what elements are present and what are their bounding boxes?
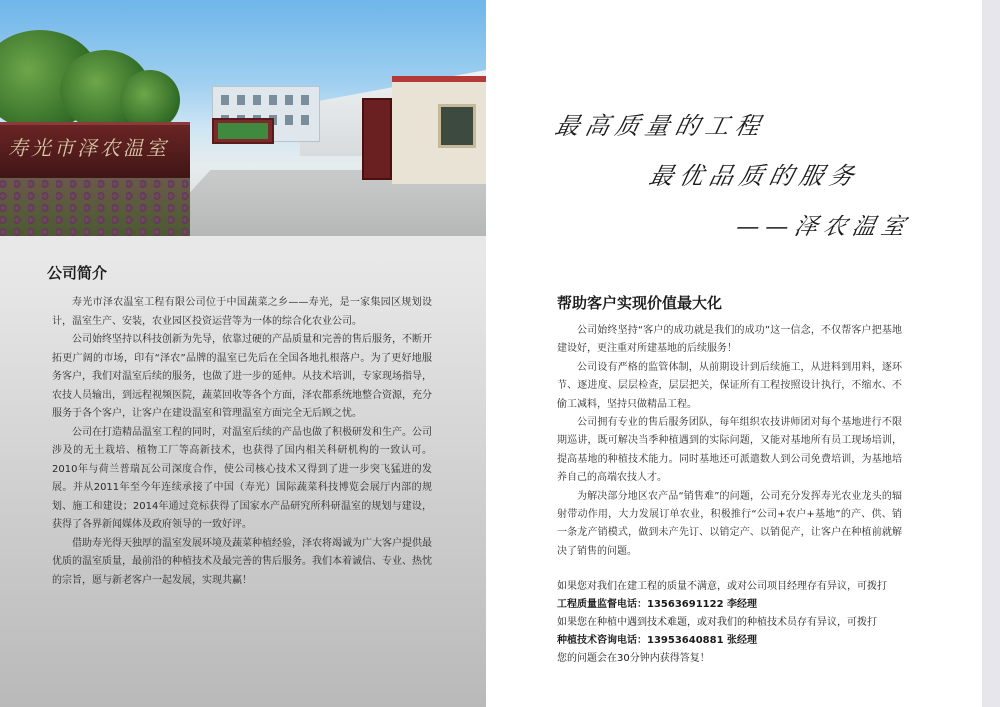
help-paragraph: 公司设有严格的监管体制，从前期设计到后续施工，从进料到用料，逐环节、逐进度、层层检查，层层把关，保证所有工程按照设计执行，不缩水、不偷工减料，坚持只做精品工程。	[557, 361, 902, 410]
contact-note: 如果您在种植中遇到技术难题，或对我们的种植技术员存有异议，可拨打	[557, 617, 877, 628]
slogan-signature: ——泽农温室	[733, 214, 914, 240]
company-intro	[52, 294, 432, 590]
intro-paragraph: 借助寿光得天独厚的温室发展环境及蔬菜种植经验，泽农将竭诚为广大客户提供最优质的温室质量，最前沿的种植技术及最完善的售后服务。我们本着诚信、专业、热忱的宗旨，愿与新老客户一起发展，实现共赢！	[52, 537, 432, 586]
contact-note: 如果您对我们在建工程的质量不满意，或对公司项目经理存有异议，可拨打	[557, 581, 887, 592]
gate-pillar-shape	[362, 98, 392, 180]
technical-hotline: 种植技术咨询电话：13953640881 张经理	[557, 635, 758, 646]
billboard-shape	[212, 118, 274, 144]
slogan-service: 最优品质的服务	[646, 162, 863, 190]
flower-bed-shape	[0, 178, 190, 236]
tree-shape	[120, 70, 180, 130]
left-page	[0, 0, 486, 707]
slogan-quality: 最高质量的工程	[552, 112, 769, 140]
help-title: 帮助客户实现价值最大化	[557, 294, 723, 312]
quality-hotline: 工程质量监督电话：13563691122 李经理	[557, 599, 758, 610]
help-paragraph: 公司拥有专业的售后服务团队，每年组织农技讲师团对每个基地进行不限期巡讲，既可解决当季种植遇到的实际问题，又能对基地所有员工现场培训，提高基地的种植技术能力。同时基地还可派遣数人到公司免费培训，为基地培养自己的高端农技人才。	[557, 417, 902, 484]
response-promise: 您的问题会在30分钟内获得答复！	[557, 653, 710, 664]
window-shape	[438, 104, 476, 148]
company-gate-photo	[0, 0, 486, 236]
intro-paragraph: 公司在打造精品温室工程的同时，对温室后续的产品也做了积极研发和生产。公司涉及的无土栽培、植物工厂等高新技术，也获得了国内相关科研机构的一致认可。2010年与荷兰普瑞瓦公司深度合作，使公司核心技术又得到了进一步突飞猛进的发展。并从2011年至今年连续承接了中国（寿光）国际蔬菜科技博览会展厅内部的规划、施工和建设；2014年通过竞标获得了国家水产品研究所科研温室的规划与建设，获得了各界新闻媒体及政府领导的一致好评。	[52, 426, 432, 530]
contact-section	[557, 578, 902, 668]
page-edge	[982, 0, 1000, 707]
intro-title: 公司简介	[47, 264, 108, 282]
help-paragraph: 公司始终坚持“客户的成功就是我们的成功”这一信念，不仅帮客户把基地建设好，更注重对所建基地的后续服务！	[557, 325, 902, 355]
help-section	[557, 322, 902, 561]
intro-paragraph: 寿光市泽农温室工程有限公司位于中国蔬菜之乡——寿光，是一家集园区规划设计，温室生产、安装，农业园区投资运营等为一体的综合化农业公司。	[52, 297, 432, 327]
intro-paragraph: 公司始终坚持以科技创新为先导，依靠过硬的产品质量和完善的售后服务，不断开拓更广阔的市场，印有“泽农”品牌的温室已先后在全国各地扎根落户。为了更好地服务客户，我们对温室后续的服务，也做了进一步的延伸。从技术培训，专家现场指导，农技人员输出，到远程视频医院，蔬菜回收等各个方面，泽农都系统地整合资源，充分服务于各个客户，让客户在建设温室和管理温室方面完全无后顾之忧。	[52, 334, 432, 419]
gate-sign-text: 寿光市泽农温室	[8, 136, 169, 160]
help-paragraph: 为解决部分地区农产品“销售难”的问题，公司充分发挥寿光农业龙头的辐射带动作用，大力发展订单农业，积极推行“公司+农户+基地”的产、供、销一条龙产销模式，做到未产先订、以销定产、以销促产，让客户在种植前就解决了销售的问题。	[557, 490, 902, 557]
